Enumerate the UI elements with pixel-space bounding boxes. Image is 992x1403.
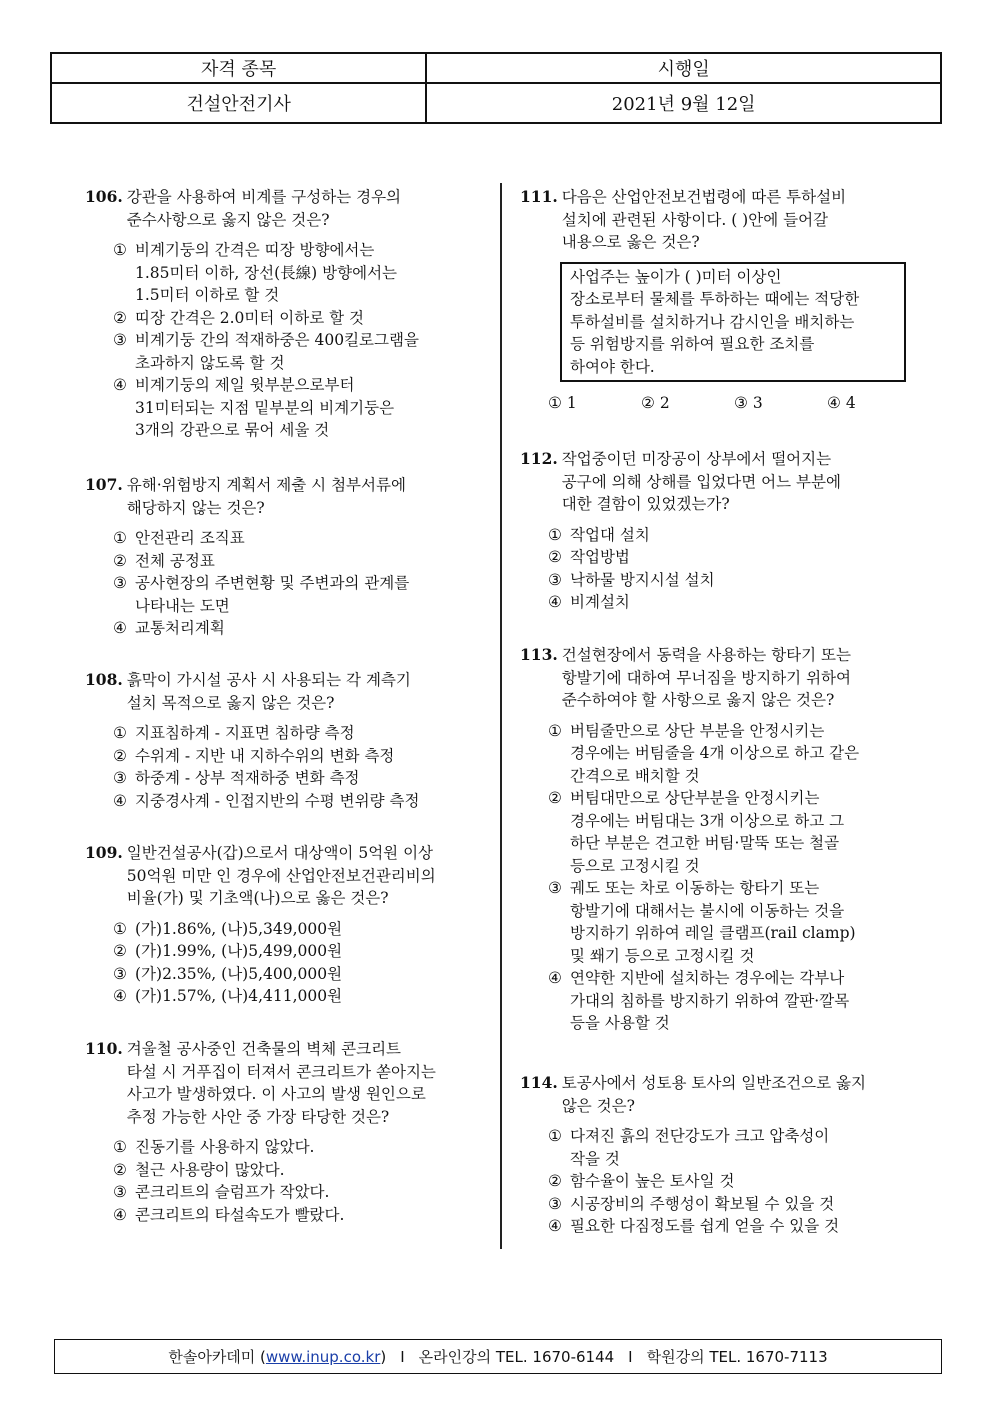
option-2[interactable] xyxy=(113,745,485,768)
option-mark: ④ xyxy=(113,791,127,810)
option-mark: ③ xyxy=(113,964,127,983)
option-text: (가)1.86%, (나)5,349,000원 xyxy=(135,919,343,938)
option-mark: ① xyxy=(113,919,127,938)
option-text: 비계설치 xyxy=(570,593,630,611)
footer-offline-tel: 학원강의 TEL. 1670-7113 xyxy=(646,1348,828,1366)
question-number: 109. xyxy=(85,843,123,862)
option-3[interactable] xyxy=(113,572,485,617)
footer-separator: I xyxy=(400,1347,405,1366)
option-2[interactable] xyxy=(548,546,930,569)
option-mark: ① xyxy=(548,1127,562,1145)
option-text: 궤도 또는 차로 이동하는 항타기 또는 항발기에 대해서는 불시에 이동하는 것을 방지하기 위하여 레일 클램프(rail clamp) 및 쐐기 등으로 고정시킬 것 xyxy=(570,879,856,965)
question-text: 유해·위험방지 계획서 제출 시 첨부서류에 해당하지 않는 것은? xyxy=(126,476,406,517)
footer-website-link[interactable]: www.inup.co.kr xyxy=(265,1347,381,1366)
options-list xyxy=(113,1136,485,1226)
option-text: 작업방법 xyxy=(570,548,630,566)
option-text: 비계기둥의 간격은 띠장 방향에서는 1.85미터 이하, 장선(長線) 방향에서는 1.5미터 이하로 할 것 xyxy=(135,241,398,304)
option-3[interactable] xyxy=(548,877,930,967)
option-text: 시공장비의 주행성이 확보될 수 있을 것 xyxy=(570,1194,835,1213)
option-3[interactable] xyxy=(548,569,930,592)
option-mark: ② xyxy=(548,789,562,807)
option-text: 공사현장의 주변현황 및 주변과의 관계를 나타내는 도면 xyxy=(135,574,410,615)
option-text: 수위계 - 지반 내 지하수위의 변화 측정 xyxy=(135,746,395,765)
option-mark: ④ xyxy=(548,969,562,987)
option-2[interactable] xyxy=(113,1159,485,1182)
option-2[interactable] xyxy=(548,787,930,877)
header-label-subject: 자격 종목 xyxy=(51,53,426,83)
option-1[interactable] xyxy=(548,524,930,547)
option-text: 안전관리 조직표 xyxy=(135,529,245,547)
option-mark: ③ xyxy=(548,1194,562,1213)
question-107 xyxy=(85,474,485,640)
question-number: 106. xyxy=(85,187,123,206)
question-text: 겨울철 공사중인 건축물의 벽체 콘크리트 타설 시 거푸집이 터져서 콘크리트가 쏟아지는 사고가 발생하였다. 이 사고의 발생 원인으로 추정 가능한 사안 중 가장 타당한 것은? xyxy=(126,1040,436,1126)
option-mark: ① xyxy=(548,525,562,544)
footer-separator: I xyxy=(628,1347,633,1366)
option-4[interactable] xyxy=(548,1215,930,1238)
option-1[interactable] xyxy=(113,1136,485,1159)
question-number: 110. xyxy=(85,1039,123,1058)
option-text: 전체 공정표 xyxy=(135,551,215,570)
option-text: 철근 사용량이 많았다. xyxy=(135,1160,285,1179)
option-mark: ② xyxy=(113,551,127,570)
option-text: 작업대 설치 xyxy=(570,525,650,544)
option-2[interactable] xyxy=(113,550,485,573)
option-4[interactable]: ④ 4 xyxy=(827,394,856,412)
option-text: 콘크리트의 타설속도가 빨랐다. xyxy=(135,1205,345,1224)
option-1[interactable] xyxy=(113,722,485,745)
options-list xyxy=(113,239,485,442)
option-2[interactable] xyxy=(548,1170,930,1193)
option-text: 필요한 다짐정도를 쉽게 얻을 수 있을 것 xyxy=(570,1217,840,1235)
option-mark: ② xyxy=(113,308,127,327)
option-text: 교통처리계획 xyxy=(135,619,225,637)
option-text: 비계기둥의 제일 윗부분으로부터 31미터되는 지점 밑부분의 비계기둥은 3개의 강관으로 묶어 세울 것 xyxy=(135,376,395,439)
option-mark: ① xyxy=(113,724,127,742)
column-divider xyxy=(500,183,502,1249)
option-mark: ④ xyxy=(113,619,127,637)
option-text: 버팀대만으로 상단부분을 안정시키는 경우에는 버팀대는 3개 이상으로 하고 그 하단 부분은 견고한 버팀·말뚝 또는 철골 등으로 고정시킬 것 xyxy=(570,789,845,875)
option-mark: ① xyxy=(113,1138,127,1156)
option-text: 진동기를 사용하지 않았다. xyxy=(135,1138,315,1156)
option-4[interactable] xyxy=(113,374,485,442)
option-4[interactable] xyxy=(113,985,485,1008)
option-text: 연약한 지반에 설치하는 경우에는 각부나 가대의 침하를 방지하기 위하여 깔판·깔목 등을 사용할 것 xyxy=(570,969,850,1032)
option-mark: ④ xyxy=(113,376,127,394)
option-mark: ② xyxy=(113,942,127,960)
option-1[interactable] xyxy=(548,1125,930,1170)
option-mark: ④ xyxy=(113,1205,127,1224)
condition-box: 사업주는 높이가 ( )미터 이상인 장소로부터 물체를 투하하는 때에는 적당한 투하설비를 설치하거나 감시인을 배치하는 등 위험방지를 위하여 필요한 조치를 하여야 한다. xyxy=(560,262,906,383)
option-mark: ④ xyxy=(113,987,127,1005)
question-109 xyxy=(85,842,485,1008)
options-list xyxy=(548,720,930,1035)
header-value-subject: 건설안전기사 xyxy=(51,83,426,123)
question-number: 114. xyxy=(520,1073,558,1092)
question-text: 작업중이던 미장공이 상부에서 떨어지는 공구에 의해 상해를 입었다면 어느 부분에 대한 결함이 있었겠는가? xyxy=(561,450,841,513)
option-mark: ③ xyxy=(113,331,127,349)
header-value-date: 2021년 9월 12일 xyxy=(426,83,941,123)
option-text: 비계기둥 간의 적재하중은 400킬로그램을 초과하지 않도록 할 것 xyxy=(135,331,419,372)
footer-academy-close: ) xyxy=(380,1347,387,1366)
question-text: 일반건설공사(갑)으로서 대상액이 5억원 이상 50억원 미만 인 경우에 산업안전보건관리비의 비율(가) 및 기초액(나)으로 옳은 것은? xyxy=(126,844,436,907)
question-number: 111. xyxy=(520,187,558,206)
option-1[interactable] xyxy=(548,720,930,788)
option-4[interactable] xyxy=(548,591,930,614)
option-2[interactable] xyxy=(113,307,485,330)
option-3[interactable]: ③ 3 xyxy=(734,394,763,412)
option-1[interactable]: ① 1 xyxy=(548,394,577,412)
option-mark: ③ xyxy=(548,570,562,589)
option-2[interactable] xyxy=(113,940,485,963)
question-108 xyxy=(85,669,485,812)
option-mark: ① xyxy=(113,241,127,259)
option-1[interactable] xyxy=(113,239,485,307)
options-list xyxy=(113,918,485,1008)
question-number: 112. xyxy=(520,449,558,468)
option-3[interactable] xyxy=(113,767,485,790)
option-mark: ① xyxy=(548,721,562,740)
footer-bar xyxy=(54,1339,942,1374)
option-text: (가)1.99%, (나)5,499,000원 xyxy=(135,942,343,960)
option-mark: ① xyxy=(113,529,127,547)
header-label-date: 시행일 xyxy=(426,53,941,83)
question-text: 강관을 사용하여 비계를 구성하는 경우의 준수사항으로 옳지 않은 것은? xyxy=(126,188,402,229)
option-mark: ③ xyxy=(548,879,562,897)
option-text: (가)1.57%, (나)4,411,000원 xyxy=(135,987,343,1005)
option-4[interactable] xyxy=(113,1204,485,1227)
option-4[interactable] xyxy=(113,617,485,640)
option-text: 함수율이 높은 토사일 것 xyxy=(570,1172,735,1190)
option-text: 띠장 간격은 2.0미터 이하로 할 것 xyxy=(135,308,364,327)
option-1[interactable] xyxy=(113,918,485,941)
option-mark: ② xyxy=(113,746,127,765)
option-mark: ③ xyxy=(113,769,127,787)
option-text: 지중경사계 - 인접지반의 수평 변위량 측정 xyxy=(135,791,420,810)
option-1[interactable] xyxy=(113,527,485,550)
option-mark: ③ xyxy=(113,574,127,592)
option-mark: ② xyxy=(113,1160,127,1179)
exam-header-table xyxy=(50,52,942,124)
option-3[interactable] xyxy=(113,329,485,374)
question-113 xyxy=(520,644,930,1035)
option-text: 하중계 - 상부 적재하중 변화 측정 xyxy=(135,769,360,787)
question-106 xyxy=(85,186,485,442)
option-2[interactable]: ② 2 xyxy=(641,394,670,412)
options-inline xyxy=(548,392,930,415)
question-number: 107. xyxy=(85,475,123,494)
question-114 xyxy=(520,1072,930,1238)
options-list xyxy=(548,1125,930,1238)
question-text: 다음은 산업안전보건법령에 따른 투하설비 설치에 관련된 사항이다. ( )안에 들어갈 내용으로 옳은 것은? xyxy=(561,188,847,251)
option-mark: ④ xyxy=(548,1217,562,1235)
option-text: 다져진 흙의 전단강도가 크고 압축성이 작을 것 xyxy=(570,1127,830,1168)
option-text: 낙하물 방지시설 설치 xyxy=(570,570,715,589)
option-mark: ② xyxy=(548,1172,562,1190)
options-list xyxy=(113,722,485,812)
option-3[interactable] xyxy=(548,1193,930,1216)
option-mark: ③ xyxy=(113,1183,127,1201)
option-mark: ② xyxy=(548,548,562,566)
footer-academy: 한솔아카데미 ( xyxy=(168,1348,266,1366)
option-3[interactable] xyxy=(113,1181,485,1204)
option-text: 버팀줄만으로 상단 부분을 안정시키는 경우에는 버팀줄을 4개 이상으로 하고 같은 간격으로 배치할 것 xyxy=(570,721,860,785)
option-mark: ④ xyxy=(548,593,562,611)
option-4[interactable] xyxy=(548,967,930,1035)
option-text: 지표침하계 - 지표면 침하량 측정 xyxy=(135,724,355,742)
question-112 xyxy=(520,448,930,614)
option-text: (가)2.35%, (나)5,400,000원 xyxy=(135,964,343,983)
option-text: 콘크리트의 슬럼프가 작았다. xyxy=(135,1183,330,1201)
footer-online-tel: 온라인강의 TEL. 1670-6144 xyxy=(418,1348,615,1366)
question-text: 토공사에서 성토용 토사의 일반조건으로 옳지 않은 것은? xyxy=(561,1074,866,1115)
question-number: 113. xyxy=(520,645,558,664)
question-111 xyxy=(520,186,930,415)
question-text: 건설현장에서 동력을 사용하는 항타기 또는 항발기에 대하여 무너짐을 방지하기 위하여 준수하여야 할 사항으로 옳지 않은 것은? xyxy=(561,646,851,709)
option-3[interactable] xyxy=(113,963,485,986)
question-110 xyxy=(85,1038,485,1226)
option-4[interactable] xyxy=(113,790,485,813)
question-text: 흙막이 가시설 공사 시 사용되는 각 계측기 설치 목적으로 옳지 않은 것은? xyxy=(126,671,411,712)
options-list xyxy=(113,527,485,640)
options-list xyxy=(548,524,930,614)
question-number: 108. xyxy=(85,670,123,689)
